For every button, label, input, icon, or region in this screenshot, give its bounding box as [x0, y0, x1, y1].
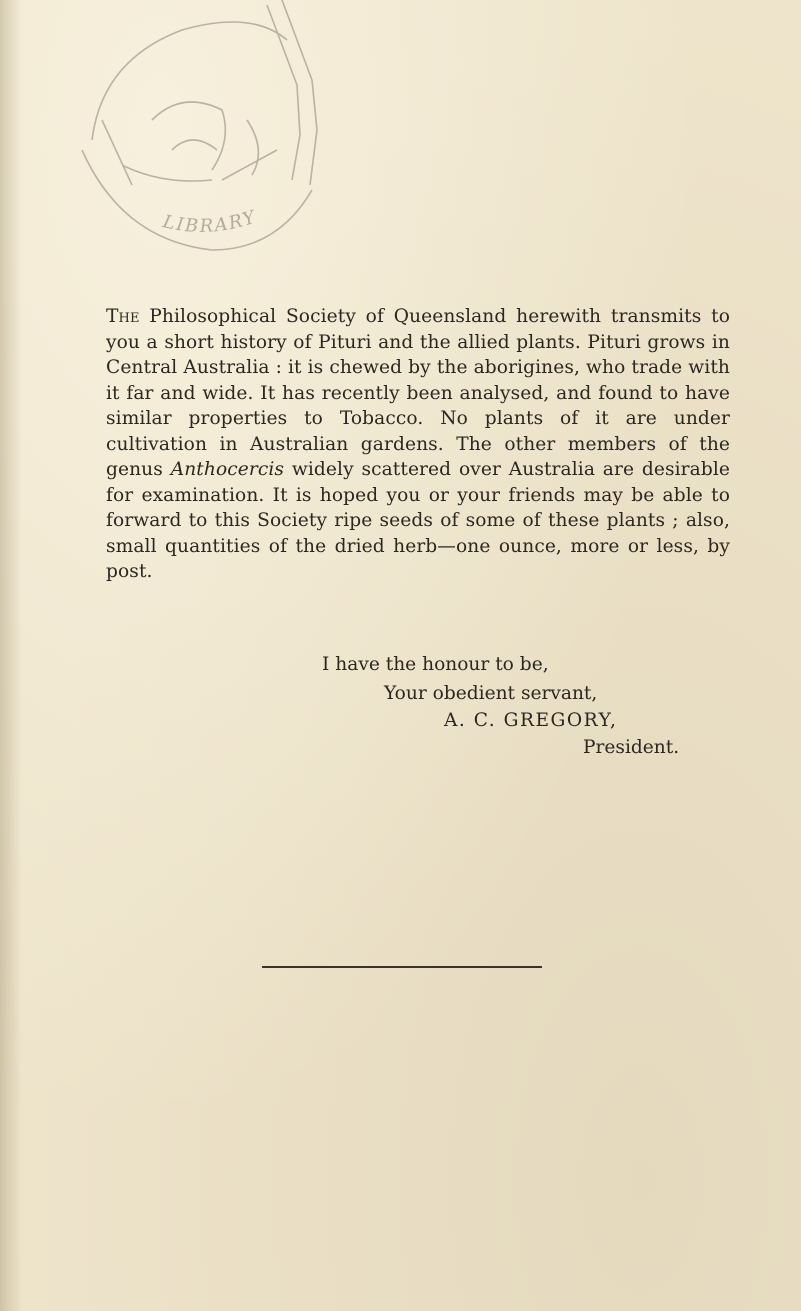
letter-text-part2: widely scattered over Australia are desirable for examination. It is hoped you or your friends may be able to forward to this Society ripe seeds of some of these plants ; also, small quantities of the dried herb—one ounce, more or less, by post. — [106, 459, 730, 582]
letter-body — [106, 304, 730, 585]
letter-text-part1: Philosophical Society of Queensland herewith transmits to you a short history of Pituri and the allied plants. Pituri grows in Central Australia : it is chewed by the aborigines, who trade with it far and wide. It has recently been analysed, and found to have similar properties to Tobacco. No plants of it are under cultivation in Australian gardens. The other members of the genus — [106, 306, 730, 480]
stamp-text: LIBRARY — [160, 206, 260, 238]
genus-name: Anthocercis — [170, 459, 285, 480]
closing-line-honour: I have the honour to be, — [322, 654, 549, 675]
library-stamp-seal — [62, 0, 332, 265]
signature-name: A. C. GREGORY, — [444, 710, 618, 731]
closing-line-servant: Your obedient servant, — [384, 683, 598, 704]
svg-text:LIBRARY — [160, 206, 260, 237]
page-edge-shadow — [0, 0, 22, 1311]
letter-lead-word: The — [106, 306, 140, 327]
horizontal-rule — [262, 966, 542, 968]
signature-title: President. — [583, 737, 680, 758]
